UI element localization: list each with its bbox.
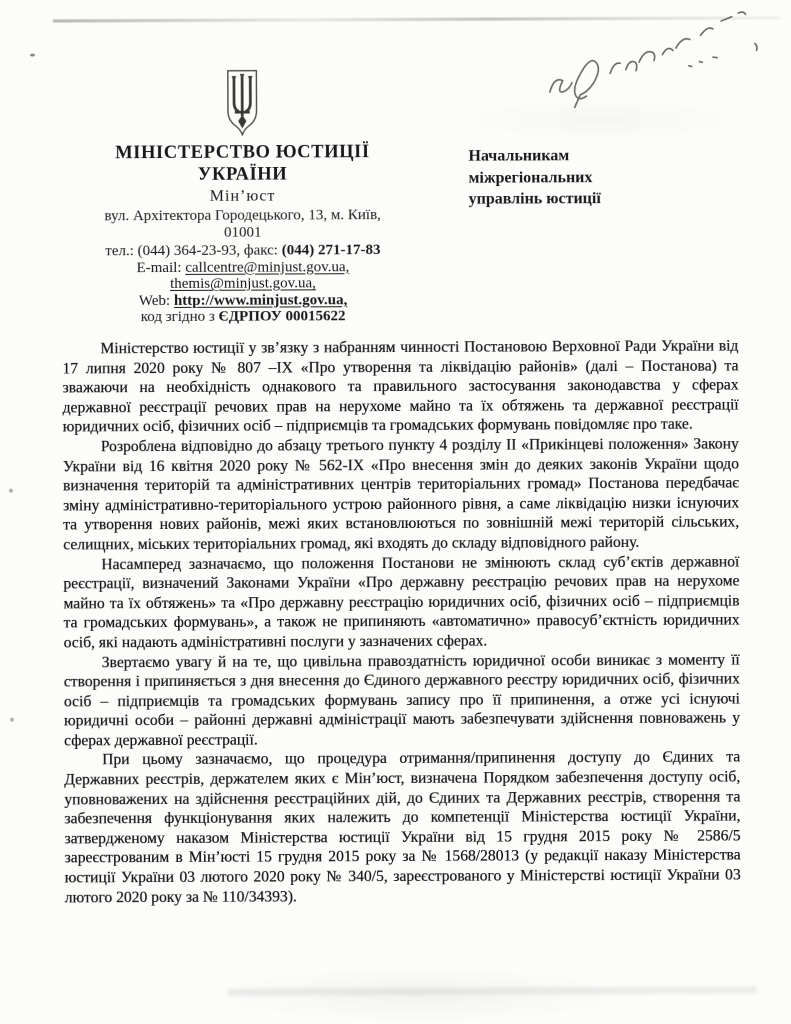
web-label: Web: (138, 292, 174, 309)
registry-label: код згідно з (140, 308, 219, 326)
website-link[interactable]: http://www.minjust.gov.ua, (173, 291, 348, 309)
body-paragraph-3: Насамперед зазначаємо, що положення Постанови не змінюють склад суб’єктів державної реєстрації, визначений Законами України «Про державну реєстрацію речових прав на нерухоме майно та їх обтяжень» та «Про державну реєстрацію юридичних осіб, фізичних осіб – підприємців та громадських формувань», а також не припиняють «автоматично» правосуб’єктність юридичних осіб, які надають адміністративні послуги у зазначених сферах. (63, 553, 740, 652)
ukraine-trident-emblem-icon (219, 69, 265, 137)
handwritten-note-icon (527, 6, 775, 116)
email-line1 (57, 258, 429, 276)
ministry-name-line1: МІНІСТЕРСТВО ЮСТИЦІЇ (115, 142, 370, 164)
recipient-line1: Начальникам (468, 147, 570, 165)
address-line1: вул. Архітектора Городецького, 13, м. Київ, (104, 207, 381, 225)
email-label: E-mail: (136, 259, 186, 276)
registry-value: ЄДРПОУ 00015622 (218, 308, 346, 325)
phone-label: тел.: (044) 364-23-93, факс: (105, 242, 282, 260)
email-primary-link[interactable]: callcentre@minjust.gov.ua, (185, 258, 350, 276)
recipient-line2: міжрегіональних (468, 168, 593, 187)
scan-artifact-speck (9, 489, 13, 493)
email-secondary-link[interactable]: themis@minjust.gov.ua, (170, 275, 316, 292)
ministry-name-line2: УКРАЇНИ (197, 164, 288, 185)
scan-artifact-smudge (227, 986, 757, 995)
email-line2 (57, 275, 429, 293)
registry-code-line (57, 308, 429, 326)
web-line (57, 291, 429, 309)
body-paragraph-4: Звертаємо увагу й на те, що цивільна правоздатність юридичної особи виникає з моменту її створення і припиняється з дня внесення до Єдиного державного реєстру юридичних осіб, фізичних осіб – підприємців та громадських формувань запису про її припинення, а отже усі існуючі юридичні особи – районні державні адміністрації мають забезпечувати здійснення повноважень у сферах державної реєстрації. (63, 650, 740, 750)
body-paragraph-1: Міністерство юстиції у зв’язку з набранням чинності Постановою Верховної Ради України від 17 липня 2020 року № 807 –ІХ «Про утворення та ліквідацію районів» (далі – Постанова) та зважаючи на необхідність однакового та правильного застосування законодавства у сферах державної реєстрації речових прав на нерухоме майно та їх обтяжень та державної реєстрації юридичних осіб, фізичних осіб – підприємців та громадських формувань повідомляє про таке. (62, 337, 739, 436)
scan-artifact-speck (10, 718, 14, 722)
recipient-block (468, 145, 600, 210)
scan-artifact-speck (30, 54, 35, 57)
body-paragraph-2: Розроблена відповідно до абзацу третього пункту 4 розділу ІІ «Прикінцеві положення» Закону України від 16 квітня 2020 року № 562-ІХ «Про внесення змін до деяких законів України щодо визначення територій та адміністративних центрів територіальних громад» Постанова передбачає зміну адміністративно-територіального устрою районного рівня, а саме ліквідацію низки існуючих та утворення нових районів, межі яких встановлюються по зовнішній межі територій сільських, селищних, міських територіальних громад, які входять до складу відповідного району. (62, 435, 740, 554)
letter-body (62, 337, 740, 908)
body-paragraph-5: При цьому зазначаємо, що процедура отримання/припинення доступу до Єдиних та Державних реєстрів, держателем яких є Мін’юст, визначена Порядком забезпечення доступу осіб, уповноважених на здійснення реєстраційних дій, до Єдиних та Державних реєстрів, створення та забезпечення функціонування яких належить до компетенції Міністерства юстиції України, затвердженому наказом Міністерства юстиції України від 15 грудня 2015 року № 2586/5 зареєстрованим в Мін’юсті 15 грудня 2015 року за № 1568/28013 (у редакції наказу Міністерства юстиції України 03 лютого 2020 року № 340/5, зареєстрованого у Міністерстві юстиції України 03 лютого 2020 року за № 110/34393). (64, 748, 741, 907)
ministry-short-name: Мін’юст (209, 187, 276, 205)
phone-fax-line (57, 242, 429, 260)
recipient-line3: управлінь юстиції (468, 190, 601, 208)
address-line2: 01001 (223, 224, 262, 241)
letterhead (56, 68, 429, 326)
fax-number: (044) 271-17-83 (281, 242, 381, 259)
